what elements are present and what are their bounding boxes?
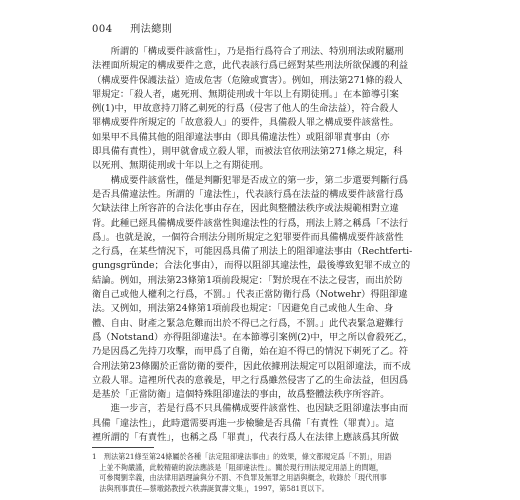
body-text-line: 法裡面所規定的構成要件之意，此代表該行爲已經對某些刑法所欲保護的利益 bbox=[92, 60, 409, 72]
body-text-line: 即具備有責性），則甲就會成立殺人罪，而被法官依刑法第271條之規定，科 bbox=[92, 146, 403, 158]
body-text-line: 體、自由、財產之緊急危難而出於不得已之行爲，不罰。」此代表緊急避難行 bbox=[92, 317, 404, 329]
footnote-divider bbox=[92, 447, 154, 448]
body-text-line: 衛自己或他人權利之行爲，不罰。」代表正當防衛行爲（Notwehr）得阻卻違 bbox=[92, 289, 408, 301]
body-text-line: 合刑法第23條關於正當防衛的要件，因此依據刑法規定可以阻卻違法，而不成 bbox=[92, 360, 411, 372]
body-text-line: 是否具備違法性。所謂的「違法性」，代表該行爲在法益的構成要件該當行爲 bbox=[92, 188, 404, 200]
body-text-line: 以死刑、無期徒刑或十年以上之有期徒刑。 bbox=[92, 160, 269, 172]
body-text-line: 所謂的「構成要件該當性」，乃是指行爲符合了刑法、特別刑法或附屬刑 bbox=[92, 46, 404, 57]
footnote bbox=[92, 452, 442, 494]
body-text-line: 爲（Notstand）亦得阻卻違法¹。在本節導引案例(2)中，甲之所以會殺死乙， bbox=[92, 331, 413, 343]
body-text-line: 欠缺法律上所容許的合法化事由存在，因此與整體法秩序或法規範相對立違 bbox=[92, 203, 399, 215]
body-text-line: 進一步言，若是行爲不只具備構成要件該當性、也因缺乏阻卻違法事由而 bbox=[92, 403, 409, 415]
body-text-line: 法。又例如，刑法第24條第1項前段也規定：「因避免自己或他人生命、身 bbox=[92, 303, 394, 315]
body-text-line: 如果甲不具備其他的阻卻違法事由（即具備違法性）或阻卻罪責事由（亦 bbox=[92, 131, 390, 143]
body-text-line: 結論。例如，刑法第23條第1項前段規定：「對於現在不法之侵害，而出於防 bbox=[92, 274, 403, 286]
body-text-line: 是基於「正當防衛」這個特殊阻卻違法的事由，故爲整體法秩序所容許。 bbox=[92, 389, 390, 401]
body-text-line: 罪構成要件所規定的「故意殺人」的要件，具備殺人罪之構成要件該當性。 bbox=[92, 117, 399, 129]
body-text-line: 之行爲，在某些情況下，可能因爲具備了刑法上的阻卻違法事由（Rechtferti- bbox=[92, 246, 413, 258]
footnote-line: 法與刑事責任—蔡墩銘教授六秩壽誕賀壽文集」，1997，第581頁以下。 bbox=[92, 483, 329, 493]
body-text-line: gungsgründe；合法化事由），而得以阻卻其違法性，最後導致犯罪不成立的 bbox=[92, 260, 411, 272]
body-text-line: 具備「違法性」，此時還需要再進一步檢驗是否具備「有責性（罪責）」。這 bbox=[92, 417, 395, 429]
page-number: 004 bbox=[92, 24, 113, 35]
footnote-line: 1 刑法第21條至第24條屬於各種「法定阻卻違法事由」的效果，條文都規定爲「不罰」，用語 bbox=[92, 452, 392, 461]
body-text bbox=[92, 45, 438, 445]
running-header bbox=[92, 20, 172, 35]
body-text-line: 罪規定：「殺人者，處死刑、無期徒刑或十年以上有期徒刑。」在本節導引案 bbox=[92, 88, 399, 100]
body-text-line: （構成要件保護法益）造成危害（危險或實害）。例如，刑法第271條的殺人 bbox=[92, 74, 403, 86]
footnote-line: 可參閱劉幸義，由法律用語理論與分不罰、不負罪及無罪之用語與概念，收錄於「現代刑事 bbox=[92, 473, 387, 483]
body-text-line: 裡所謂的「有責性」，也稱之爲「罪責」，代表行爲人在法律上應該爲其所做 bbox=[92, 432, 399, 444]
footnote-line: 上並不夠嚴謹，此較精確的說法應該是「阻卻違法性」。關於現行刑法規定用語上的問題， bbox=[92, 462, 384, 472]
body-text-line: 背。此種已經具備構成要件該當性與違法性的行爲，刑法上將之稱爲「不法行 bbox=[92, 217, 409, 229]
body-text-line: 立殺人罪。這裡所代表的意義是，甲之行爲雖然侵害了乙的生命法益，但因爲 bbox=[92, 374, 409, 386]
body-text-line: 例(1)中，甲故意持刀將乙刺死的行爲（侵害了他人的生命法益），符合殺人 bbox=[92, 103, 399, 115]
body-text-line: 乃是因爲乙先持刀攻擊，而甲爲了自衛，始在迫不得已的情況下刺死了乙。符 bbox=[92, 346, 409, 358]
body-text-line: 構成要件該當性，僅是判斷犯罪是否成立的第一步，第二步還要判斷行爲 bbox=[92, 174, 409, 186]
book-title: 刑法總則 bbox=[130, 24, 173, 35]
body-text-line: 爲」。也就是說，一個符合刑法分則所規定之犯罪要件而具備構成要件該當性 bbox=[92, 231, 404, 243]
